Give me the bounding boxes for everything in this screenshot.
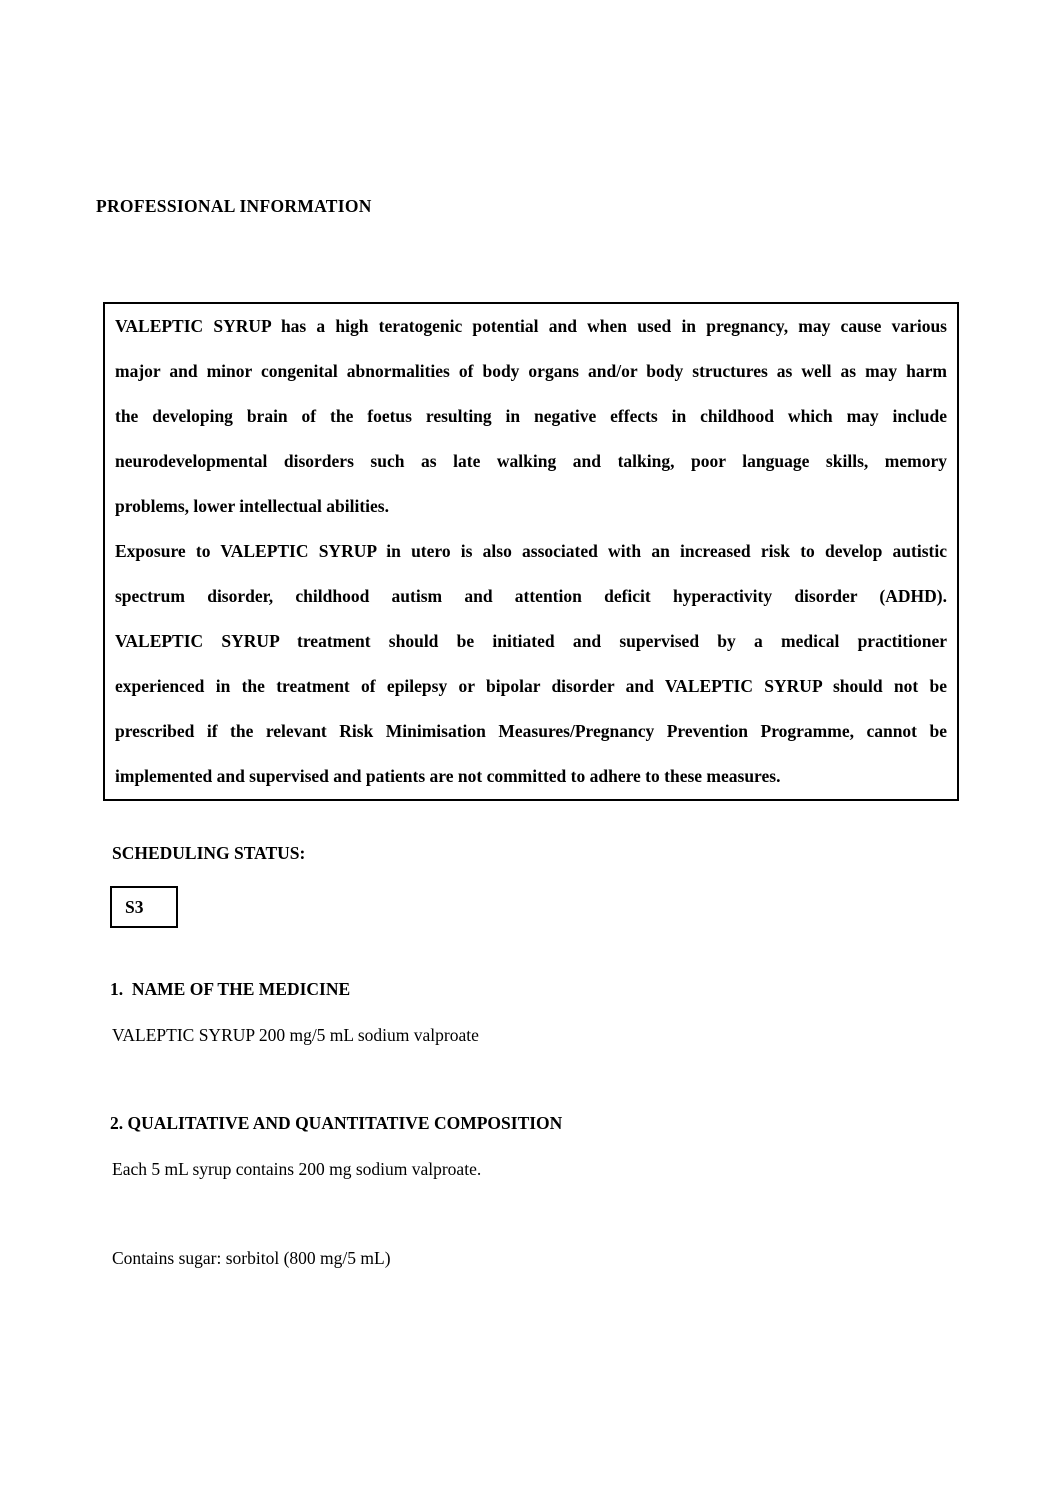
warning-line: neurodevelopmental disorders such as late walking and talking, poor language skills, memory bbox=[115, 451, 947, 471]
section-2-body: Each 5 mL syrup contains 200 mg sodium valproate. bbox=[112, 1159, 482, 1179]
warning-line: implemented and supervised and patients are not committed to adhere to these measures. bbox=[115, 766, 781, 786]
warning-line: the developing brain of the foetus resulting in negative effects in childhood which may include bbox=[115, 406, 947, 426]
scheduling-status-heading: SCHEDULING STATUS: bbox=[112, 843, 306, 863]
section-2-heading: 2. QUALITATIVE AND QUANTITATIVE COMPOSITION bbox=[110, 1113, 563, 1133]
scheduling-status-value: S3 bbox=[125, 896, 144, 917]
sugar-content-note: Contains sugar: sorbitol (800 mg/5 mL) bbox=[112, 1248, 391, 1268]
warning-line: problems, lower intellectual abilities. bbox=[115, 496, 389, 516]
warning-line: experienced in the treatment of epilepsy or bipolar disorder and VALEPTIC SYRUP should not be bbox=[115, 676, 947, 696]
section-1-body: VALEPTIC SYRUP 200 mg/5 mL sodium valproate bbox=[112, 1025, 479, 1045]
scheduling-status-box bbox=[110, 886, 178, 928]
warning-line: VALEPTIC SYRUP has a high teratogenic potential and when used in pregnancy, may cause various bbox=[115, 316, 947, 336]
warning-line: Exposure to VALEPTIC SYRUP in utero is also associated with an increased risk to develop autistic bbox=[115, 541, 947, 561]
warning-line: prescribed if the relevant Risk Minimisation Measures/Pregnancy Prevention Programme, cannot be bbox=[115, 721, 947, 741]
page-title: PROFESSIONAL INFORMATION bbox=[96, 196, 372, 216]
warning-line: major and minor congenital abnormalities of body organs and/or body structures as well as may harm bbox=[115, 361, 947, 381]
warning-line: spectrum disorder, childhood autism and attention deficit hyperactivity disorder (ADHD). bbox=[115, 586, 947, 606]
warning-line: VALEPTIC SYRUP treatment should be initiated and supervised by a medical practitioner bbox=[115, 631, 947, 651]
boxed-warning bbox=[103, 302, 959, 801]
section-1-heading: 1. NAME OF THE MEDICINE bbox=[110, 979, 351, 999]
